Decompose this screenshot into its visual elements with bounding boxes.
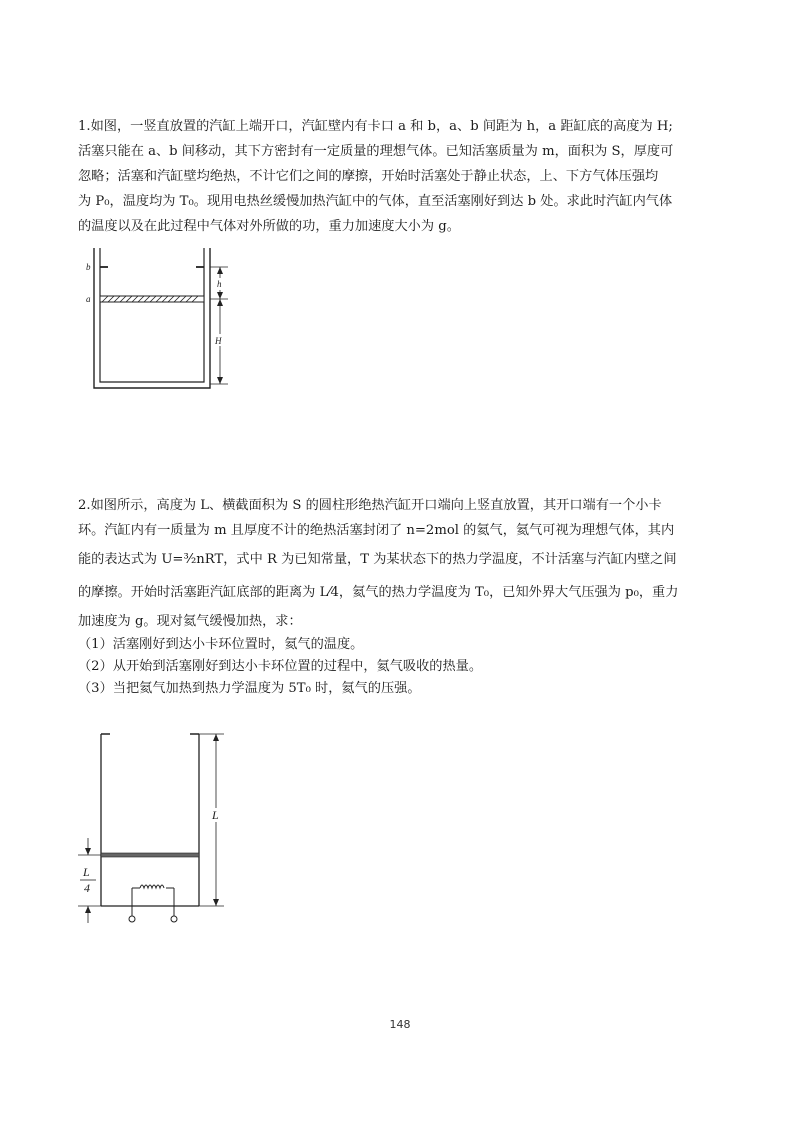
problem-2-cylinder-figure xyxy=(74,726,244,926)
page-number: 148 xyxy=(389,1018,411,1031)
problem-2-line-2: 环。汽缸内有一质量为 m 且厚度不计的绝热活塞封闭了 n=2mol 的氦气，氦气可视为理想气体，其内 xyxy=(78,523,675,538)
label-L-quarter-denominator: 4 xyxy=(84,881,90,895)
problem-1-text xyxy=(78,114,718,239)
problem-1-line-1: 1.如图，一竖直放置的汽缸上端开口，汽缸壁内有卡口 a 和 b，a、b 间距为 h，a 距缸底的高度为 H; xyxy=(78,119,673,134)
problem-2-line-5: 加速度为 g。现对氦气缓慢加热，求： xyxy=(78,614,302,629)
problem-2-text xyxy=(78,493,718,700)
label-a: a xyxy=(86,294,91,304)
problem-1-cylinder-figure xyxy=(80,240,250,400)
problem-2-line-3: 能的表达式为 U=³⁄₂nRT，式中 R 为已知常量，T 为某状态下的热力学温度，不计活塞与汽缸内壁之间 xyxy=(78,552,677,567)
label-h: h xyxy=(217,279,222,289)
problem-2-line-4: 的摩擦。开始时活塞距汽缸底部的距离为 L⁄4，氦气的热力学温度为 T₀，已知外界大气压强为 p₀，重力 xyxy=(78,585,679,600)
problem-1-line-5: 的温度以及在此过程中气体对外所做的功，重力加速度大小为 g。 xyxy=(78,219,460,234)
problem-1-line-3: 忽略；活塞和汽缸壁均绝热，不计它们之间的摩擦，开始时活塞处于静止状态，上、下方气体压强均 xyxy=(78,169,659,184)
problem-1-line-4: 为 P₀，温度均为 T₀。现用电热丝缓慢加热汽缸中的气体，直至活塞刚好到达 b 处。求此时汽缸内气体 xyxy=(78,194,673,209)
problem-2-question-3: （3）当把氦气加热到热力学温度为 5T₀ 时，氦气的压强。 xyxy=(78,681,421,696)
problem-1-line-2: 活塞只能在 a、b 间移动，其下方密封有一定质量的理想气体。已知活塞质量为 m，面积为 S，厚度可 xyxy=(78,144,674,159)
label-H: H xyxy=(215,336,222,346)
label-b: b xyxy=(86,262,91,272)
problem-2-question-2: （2）从开始到活塞刚好到达小卡环位置的过程中，氦气吸收的热量。 xyxy=(78,659,483,674)
problem-2-question-1: （1）活塞刚好到达小卡环位置时，氦气的温度。 xyxy=(78,637,364,652)
problem-2-line-1: 2.如图所示，高度为 L、横截面积为 S 的圆柱形绝热汽缸开口端向上竖直放置，其开口端有一个小卡 xyxy=(78,498,662,513)
label-L: L xyxy=(212,808,219,822)
label-L-quarter-numerator: L xyxy=(83,865,90,879)
